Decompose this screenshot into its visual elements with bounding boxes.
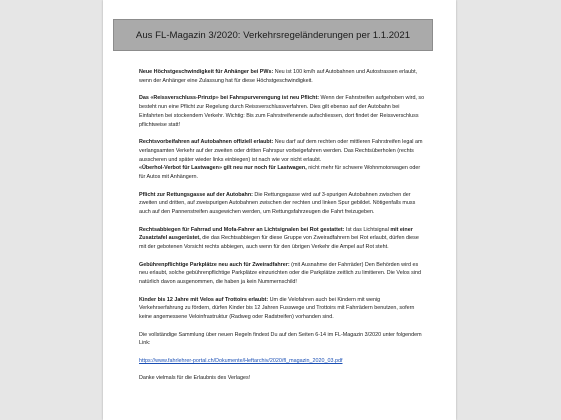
paragraph-heading: Gebührenpflichtige Parkplätze neu auch für Zweiradfahrer: — [139, 261, 290, 268]
paragraph-heading: Neue Höchstgeschwindigkeit für Anhänger bei PWs: — [139, 69, 274, 75]
document-body — [139, 68, 425, 392]
paragraph-text: Ist das Lichtsignal — [344, 226, 391, 233]
paragraph-sammlung — [139, 331, 425, 349]
paragraph-heading: Rechtsabbiegen für Fahrrad und Mofa-Fahrer an Lichtsignalen bei Rot gestattet: — [139, 226, 345, 233]
paragraph-text: (mit Ausnahme der Fahrräder) Den Behörden wird es neu erlaubt, solche gebührenpflichtige Parkplätze einzurichten oder die Parkplätze zeitlich zu limitieren. Die Velos sind natürlich davon ausgenommen, die haben ja kein Nummernschild! — [139, 261, 421, 285]
paragraph-text-2: die das Rechtsabbiegen für diese Gruppe von Zweiradfahrern bei Rot erlaubt, dürfen diese mit der gebotenen Vorsicht rechts abbiegen, auch wenn für den übrigen Verkehr die Ampel auf Rot steht. — [139, 235, 419, 250]
paragraph-link — [139, 357, 425, 366]
paragraph-text: Die Rettungsgasse wird auf 3-spurigen Autobahnen zwischen der zweiten und dritten, auf zweispurigen Autobahnen zwischen der rechten und linken Spur gebildet. Nötigenfalls muss auch auf den Pannenstreifen ausgewichen werden, um Rettungsfahrzeugen die Fahrt freizugeben. — [139, 191, 416, 215]
paragraph-heading: Pflicht zur Rettungsgasse auf der Autobahn: — [139, 191, 253, 198]
paragraph-text: Neu darf auf dem rechten oder mittleren Fahrstreifen legal am verlangsamten Verkehr auf der zweiten oder dritten Fahrspur vorbeigefahren werden. Das Rechtsüberholen (rechts ausscheren und später wieder links einbiegen) ist nach wie vor nicht erlaubt. — [139, 139, 423, 163]
paragraph-text: Wenn der Fahrstreifen aufgehoben wird, so besteht nun eine Pflicht zur Regelung durch Reissverschlussverfahren. Dies gilt ebenso auf der Autobahn bei Einfahrten bei stockendem Verkehr. Wichtig: Bis zum Fahrstreifenende aufschliessen, dort findet der Reissverschluss pflichtweise statt! — [139, 95, 425, 128]
paragraph-reissverschluss — [139, 94, 425, 129]
paragraph-heading-2: mit einer Zusatztafel ausgerüstet, — [139, 226, 413, 242]
paragraph-closing: Danke vielmals für die Erlaubnis des Verlages! — [139, 375, 251, 382]
paragraph-heading-2: «Überhol-Verbot für Lastwagen» gilt neu nur noch für Lastwagen, — [139, 165, 307, 172]
document-page — [103, 0, 456, 420]
paragraph-rechtsabbiegen — [139, 226, 425, 252]
paragraph-heading: Das «Reissverschluss-Prinzip» bei Fahrspurverengung ist neu Pflicht: — [139, 95, 320, 102]
paragraph-heading: Rechtsvorbeifahren auf Autobahnen offiziell erlaubt: — [139, 139, 274, 145]
paragraph-text: Neu ist 100 km/h auf Autobahnen und Autostrassen erlaubt, wenn der Anhänger eine Zulassung hat für diese Höchstgeschwindigkeit. — [139, 69, 418, 84]
paragraph-parkplaetze — [139, 261, 425, 287]
document-title: Aus FL-Magazin 3/2020: Verkehrsregeländerungen per 1.1.2021 — [113, 19, 433, 51]
paragraph-anhaenger — [139, 68, 425, 86]
paragraph-text-2: nicht mehr für schwere Wohnmotorwagen oder für Autos mit Anhängern. — [139, 165, 421, 180]
magazine-link[interactable]: https://www.fahrlehrer-portal.ch/Dokumente/Heftarchiv/2020/fl_magazin_2020_03.pdf — [139, 357, 343, 364]
paragraph-kinder-velo — [139, 296, 425, 322]
paragraph-text: Um die Velofahren auch bei Kindern mit wenig Verkehrserfahrung zu fördern, dürfen Kinder bis 12 Jahren Fusswege und Trottoirs mit Fahrrädern benutzen, sofern keine angemessene Veloinfrastruktur (Radweg oder Radstreifen) vorhanden sind. — [139, 296, 415, 320]
paragraph-text: Die vollständige Sammlung über neuen Regeln findest Du auf den Seiten 6-14 im FL-Magazin 3/2020 unter folgendem Link: — [139, 331, 422, 347]
paragraph-rechtsvorbeifahren — [139, 138, 425, 182]
paragraph-rettungsgasse — [139, 191, 425, 217]
paragraph-heading: Kinder bis 12 Jahre mit Velos auf Trottoirs erlaubt: — [139, 296, 269, 303]
